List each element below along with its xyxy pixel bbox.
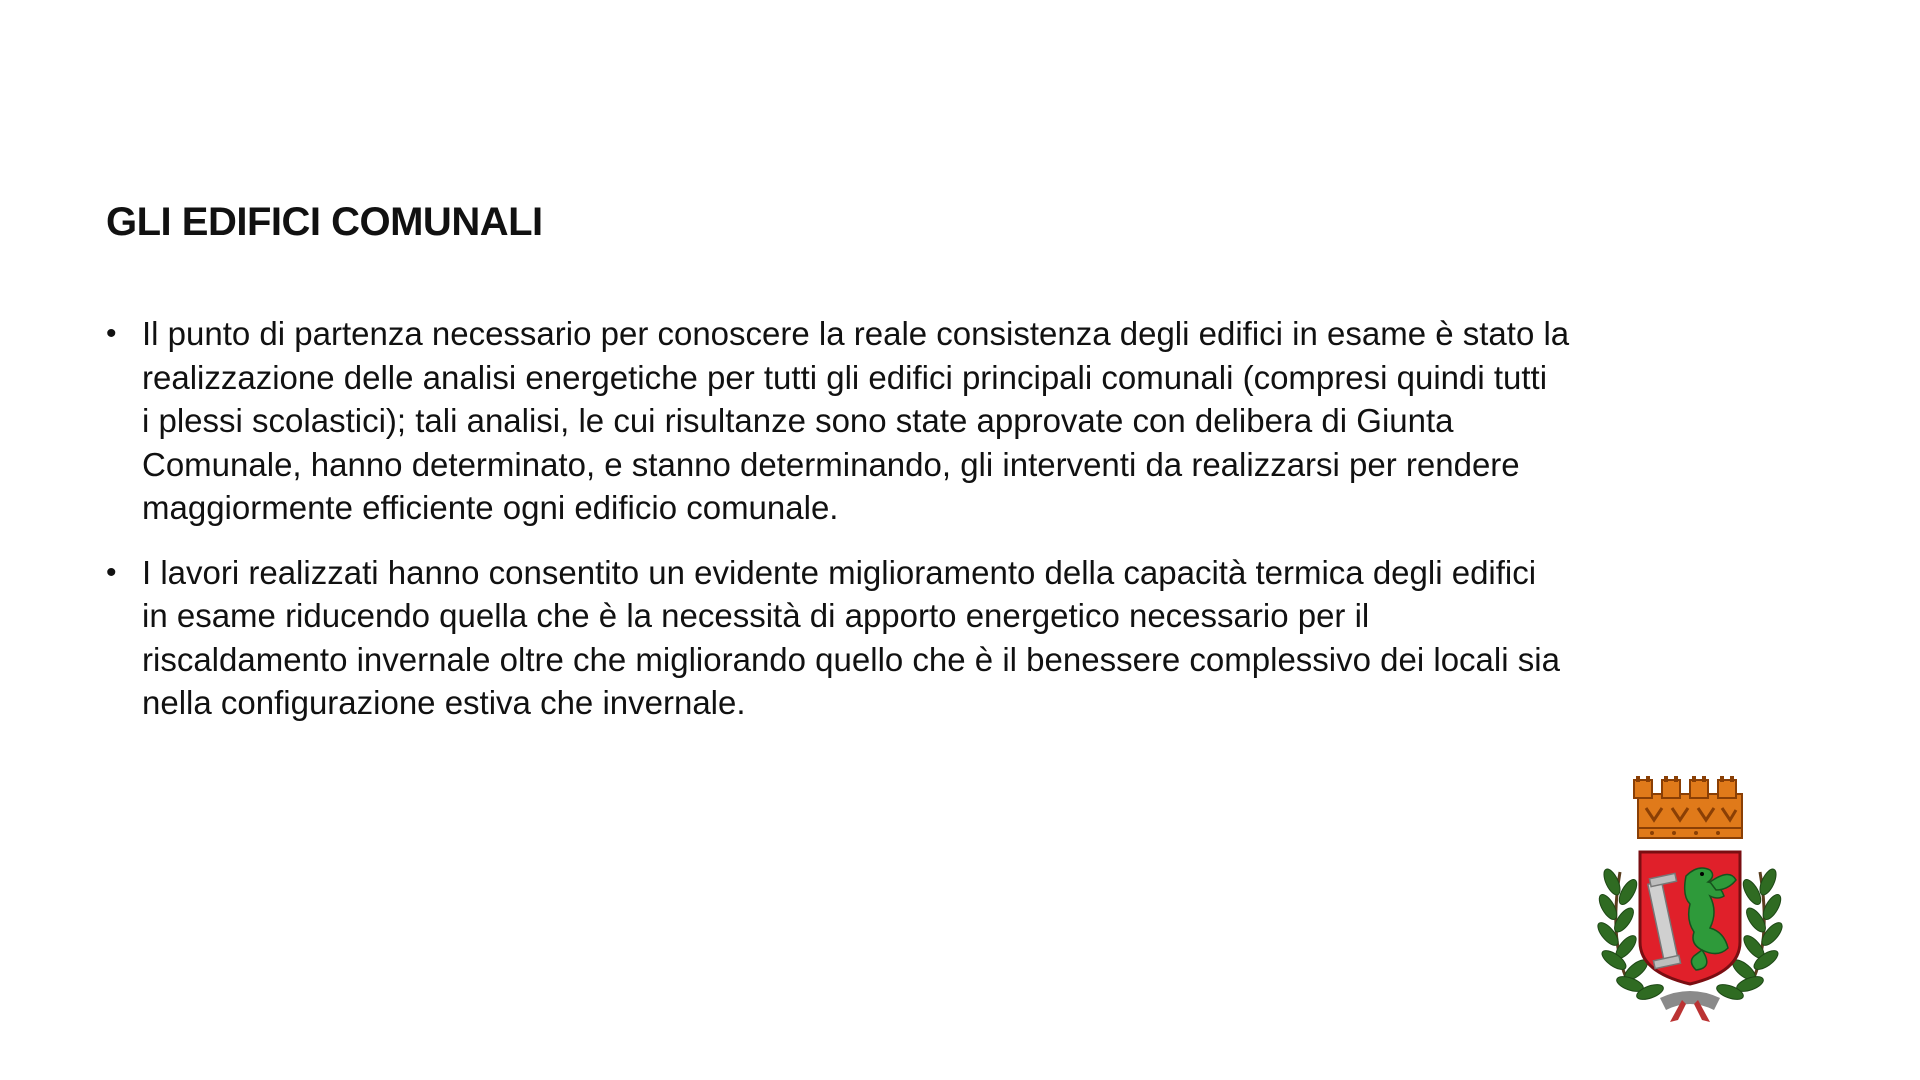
slide-title: GLI EDIFICI COMUNALI — [106, 200, 543, 244]
bullet-item — [106, 312, 1766, 530]
mural-crown-icon — [1634, 776, 1742, 838]
bullet-line: Comunale, hanno determinato, e stanno determinando, gli interventi da realizzarsi per rendere — [142, 445, 1520, 483]
bullet-line: Il punto di partenza necessario per conoscere la reale consistenza degli edifici in esame è stato la — [142, 315, 1570, 352]
bullet-line: realizzazione delle analisi energetiche per tutti gli edifici principali comunali (compresi quindi tutti — [142, 358, 1548, 396]
bullet-item — [106, 551, 1766, 725]
bullet-list — [106, 312, 1766, 746]
bullet-line: nella configurazione estiva che invernale. — [142, 684, 746, 721]
ribbon-icon — [1660, 991, 1720, 1022]
shield-icon — [1640, 852, 1740, 984]
bullet-symbol: • — [106, 555, 117, 589]
bullet-line: i plessi scolastici); tali analisi, le cui risultanze sono state approvate con delibera di Giunta — [142, 402, 1454, 439]
bullet-line: in esame riducendo quella che è la necessità di apporto energetico necessario per il — [142, 597, 1370, 634]
municipal-coat-of-arms-icon — [1590, 772, 1790, 1024]
bullet-line: I lavori realizzati hanno consentito un evidente miglioramento della capacità termica degli edifici — [142, 553, 1537, 591]
bullet-line: maggiormente efficiente ogni edificio comunale. — [142, 489, 839, 526]
bullet-symbol: • — [106, 317, 117, 350]
bullet-line: riscaldamento invernale oltre che migliorando quello che è il benessere complessivo dei locali sia — [142, 640, 1560, 678]
